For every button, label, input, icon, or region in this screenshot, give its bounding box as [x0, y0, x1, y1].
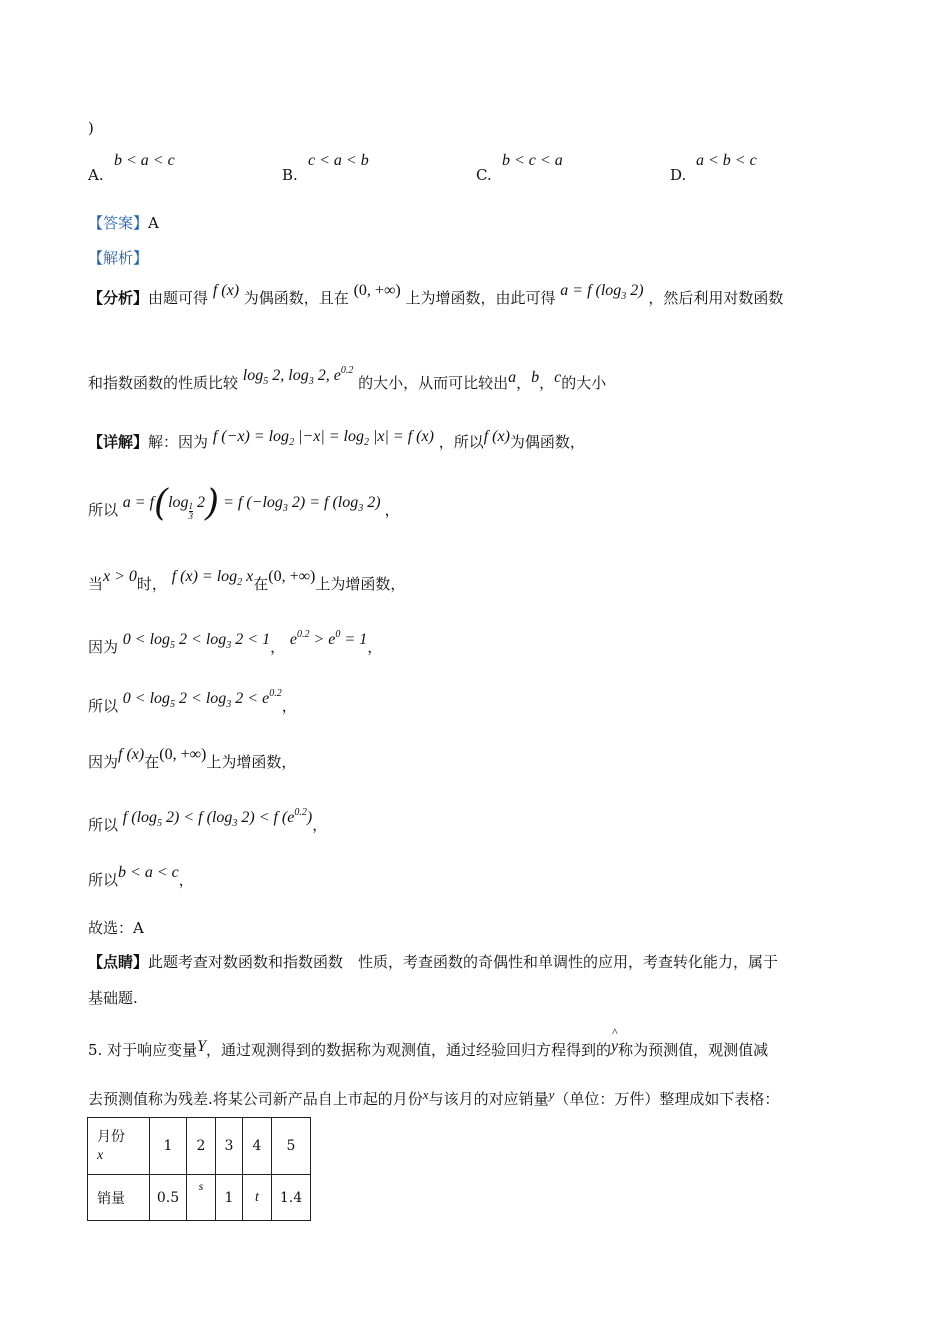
table-cell: 2 — [187, 1118, 216, 1175]
fenxi-tag: 【分析】 — [88, 289, 149, 307]
text: 由题可得 — [148, 289, 209, 307]
math-part: 2) — [626, 282, 644, 299]
math-Y: Y — [197, 1038, 207, 1055]
option-b-expr: c < a < b — [308, 152, 369, 169]
text: 因为 — [88, 638, 119, 656]
dianjing-tag: 【点睛】 — [88, 953, 149, 971]
math-sub: 3 — [226, 699, 232, 710]
math-part: f (−x) = log — [212, 428, 290, 445]
analysis-tag: 【解析】 — [88, 249, 149, 267]
text: 所以 — [88, 816, 119, 834]
math-part: e — [289, 631, 297, 648]
option-a-label: A. — [88, 166, 104, 184]
table-header-month — [88, 1118, 150, 1175]
math-log2 — [171, 568, 254, 588]
math-part: 0 < log — [122, 631, 171, 648]
math-sub: 3 — [358, 503, 364, 514]
header-var: x — [97, 1147, 104, 1163]
fenxi-line-2 — [88, 365, 607, 400]
math-ineq-4 — [122, 807, 313, 829]
math-part: 2 < e — [231, 690, 270, 707]
question-number: 5. — [88, 1041, 103, 1059]
math-part: f (log — [122, 809, 158, 826]
table-cell: t — [243, 1175, 272, 1221]
math-part: 2 — [193, 494, 206, 511]
text: 对于响应变量 — [107, 1041, 198, 1059]
text: 称为预测值，观测值减 — [618, 1041, 769, 1059]
math-a-eq — [122, 483, 385, 524]
math-ineq-3 — [122, 688, 282, 710]
text: 上为增函数， — [206, 753, 297, 771]
text: ， — [516, 374, 532, 392]
option-c-label: C. — [476, 166, 492, 184]
math-sub: 5 — [170, 640, 176, 651]
math-part: > e — [309, 631, 336, 648]
text: 上为增函数，由此可得 — [405, 289, 556, 307]
table-cell: 1 — [150, 1118, 187, 1175]
answer-tag: 【答案】 — [88, 214, 149, 232]
text: 为偶函数，且在 — [243, 289, 349, 307]
math-cond: x > 0 — [103, 568, 137, 585]
math-sub: 3 — [226, 640, 232, 651]
math-part: a = f (log — [560, 282, 622, 299]
math-sub: 3 — [308, 376, 314, 387]
text: 上为增函数， — [315, 575, 406, 593]
text: 当 — [88, 575, 104, 593]
paren-close: ) — [88, 119, 94, 137]
math-sub: 3 — [282, 503, 288, 514]
fenxi-line-1 — [88, 282, 784, 315]
table-cell: 3 — [216, 1118, 243, 1175]
math-ineq-2 — [290, 631, 367, 648]
sales-table — [87, 1117, 311, 1221]
text: 所以 — [88, 871, 119, 889]
math-b: b — [531, 369, 540, 386]
step-2 — [88, 568, 406, 601]
math-a: a — [508, 369, 517, 386]
header-text: 月份 — [97, 1128, 125, 1145]
math-part: 0 < log — [122, 690, 171, 707]
math-part: 2 < log — [175, 631, 227, 648]
text: ，通过观测得到的数据称为观测值，通过经验回归方程得到的 — [206, 1041, 612, 1059]
math-interval: (0, +∞) — [353, 282, 401, 299]
math-ineq-1 — [122, 631, 271, 651]
math-compare-list — [242, 365, 354, 387]
step-4 — [88, 688, 297, 723]
math-sub: 3 — [232, 818, 238, 829]
math-conclusion: b < a < c — [118, 864, 179, 881]
text: ， — [281, 697, 297, 715]
dianjing-line-2: 基础题. — [88, 989, 138, 1007]
text: 此题考查对数函数和指数函数 性质，考查函数的奇偶性和单调性的应用，考查转化能力，属于 — [148, 953, 779, 971]
text: 因为 — [88, 753, 119, 771]
hat-symbol: ^ — [612, 1025, 618, 1039]
math-part: |−x| = log — [294, 428, 364, 445]
math-a-def — [560, 282, 644, 302]
math-sup: 0.2 — [297, 629, 310, 640]
math-y: y — [611, 1038, 619, 1055]
q5-line-2 — [88, 1089, 779, 1110]
answer-value: A — [148, 214, 159, 232]
math-part: 2 < log — [175, 690, 227, 707]
step-1 — [88, 483, 400, 529]
table-cell: s — [187, 1175, 216, 1221]
math-fx: f (x) — [483, 428, 510, 445]
math-part: 2 < 1 — [231, 631, 271, 648]
math-sub: 5 — [170, 699, 176, 710]
text: 时， — [136, 575, 167, 593]
frac-den: 3 — [188, 511, 194, 521]
math-even-proof — [212, 428, 434, 448]
left-paren: ( — [154, 483, 169, 524]
math-part: 2) — [363, 494, 381, 511]
table-cell: 1.4 — [272, 1175, 311, 1221]
dianjing-line-1 — [88, 952, 778, 972]
text: ， — [270, 638, 286, 656]
step-6 — [88, 807, 328, 842]
frac-num: 1 — [188, 501, 194, 511]
math-part: log — [242, 367, 264, 384]
math-interval: (0, +∞) — [159, 746, 207, 763]
text: 所以 — [88, 501, 119, 519]
math-sub: 2 — [237, 577, 243, 588]
text: 去预测值称为残差.将某公司新产品自上市起的月份 — [88, 1090, 423, 1108]
text: 所以 — [88, 697, 119, 715]
math-part: ) — [306, 809, 313, 826]
table-cell: 1 — [216, 1175, 243, 1221]
text: ， — [367, 638, 383, 656]
option-c-expr: b < c < a — [502, 152, 563, 169]
text: 与该月的对应销量 — [428, 1090, 549, 1108]
text: ， — [539, 374, 555, 392]
text: 在 — [144, 753, 160, 771]
text: ， — [178, 871, 194, 889]
math-sup: 0.2 — [269, 688, 282, 699]
math-part: x — [242, 568, 254, 585]
math-part: = 1 — [340, 631, 368, 648]
math-yhat — [611, 1025, 619, 1061]
math-sub: 2 — [289, 437, 295, 448]
text: ，所以 — [438, 433, 484, 451]
math-sup: 0 — [335, 629, 341, 640]
math-fx: f (x) — [118, 746, 145, 763]
math-sub: 5 — [263, 376, 269, 387]
text: （单位：万件）整理成如下表格： — [554, 1090, 780, 1108]
math-part: 2) = f (log — [287, 494, 359, 511]
xiangjie-line — [88, 428, 585, 459]
step-5 — [88, 746, 297, 773]
table-cell: 5 — [272, 1118, 311, 1175]
math-sub: 3 — [621, 291, 627, 302]
choice-line: 故选：A — [88, 919, 144, 937]
text: 和指数函数的性质比较 — [88, 374, 239, 392]
step-7 — [88, 864, 194, 891]
math-part: = f (−log — [223, 494, 283, 511]
math-part: 2, log — [268, 367, 309, 384]
text: ， — [312, 816, 328, 834]
math-sub: 2 — [364, 437, 369, 448]
math-fx: f (x) — [212, 282, 240, 299]
table-header-sales: 销量 — [88, 1175, 150, 1221]
math-part: |x| = f (x) — [369, 428, 434, 445]
math-part: f (x) = log — [171, 568, 238, 585]
option-b-label: B. — [282, 166, 298, 184]
xiangjie-tag: 【详解】 — [88, 433, 149, 451]
math-interval: (0, +∞) — [268, 568, 316, 585]
math-sup: 0.2 — [340, 365, 354, 376]
math-part: a = f — [122, 494, 155, 511]
math-c: c — [554, 369, 562, 386]
math-part: 2, e — [313, 367, 341, 384]
text: 的大小 — [561, 374, 607, 392]
option-a-expr: b < a < c — [114, 152, 175, 169]
math-sub: 5 — [157, 818, 163, 829]
text: 在 — [253, 575, 269, 593]
right-paren: ) — [205, 483, 220, 524]
table-row — [88, 1175, 311, 1221]
text: ， — [384, 501, 400, 519]
table-cell: 4 — [243, 1118, 272, 1175]
table-cell: 0.5 — [150, 1175, 187, 1221]
answer-line — [88, 213, 159, 233]
math-x: x — [422, 1087, 429, 1102]
step-3 — [88, 629, 383, 664]
math-part: 2) < f (log — [162, 809, 233, 826]
math-part: log — [168, 494, 189, 511]
text: 的大小，从而可比较出 — [358, 374, 509, 392]
table-row — [88, 1118, 311, 1175]
text: ，然后利用对数函数 — [648, 289, 784, 307]
text: 解：因为 — [148, 433, 209, 451]
q5-line-1 — [88, 1025, 769, 1061]
text: 为偶函数， — [509, 433, 585, 451]
option-d-expr: a < b < c — [696, 152, 757, 169]
math-part: 2) < f (e — [237, 809, 295, 826]
option-d-label: D. — [670, 166, 687, 184]
math-sup: 0.2 — [294, 807, 307, 818]
math-y: y — [548, 1087, 555, 1102]
